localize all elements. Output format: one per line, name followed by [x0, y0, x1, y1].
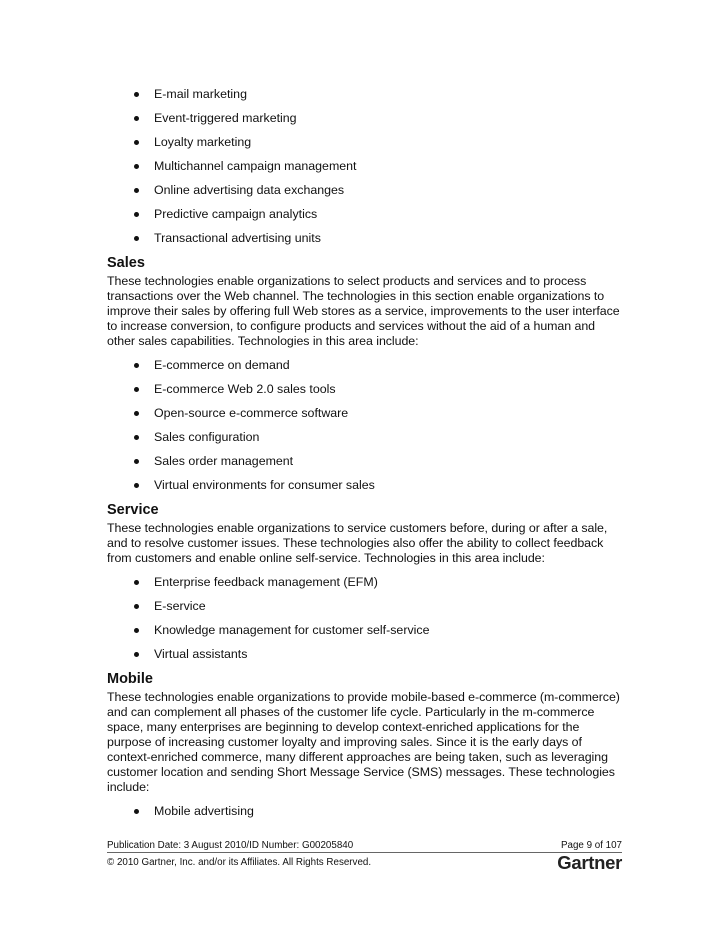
list-item-text: E-commerce Web 2.0 sales tools — [154, 382, 336, 396]
bullet-icon — [134, 604, 139, 609]
page-content — [107, 86, 622, 827]
list-item-text: Online advertising data exchanges — [154, 183, 345, 197]
footer-copyright-row — [107, 852, 622, 873]
list-item-text: Mobile advertising — [154, 804, 254, 818]
list-item-text: Sales order management — [154, 454, 294, 468]
bullet-icon — [134, 411, 139, 416]
publication-info: Publication Date: 3 August 2010/ID Number: G00205840 — [107, 840, 354, 851]
list-item-text: Virtual assistants — [154, 647, 248, 661]
list-item — [107, 803, 622, 827]
mobile-bullet-list — [107, 803, 622, 827]
bullet-icon — [134, 164, 139, 169]
list-item — [107, 598, 622, 622]
list-item — [107, 158, 622, 182]
copyright-notice: © 2010 Gartner, Inc. and/or its Affiliates. All Rights Reserved. — [107, 857, 372, 868]
list-item — [107, 477, 622, 501]
bullet-icon — [134, 483, 139, 488]
bullet-icon — [134, 459, 139, 464]
page-number: Page 9 of 107 — [560, 840, 622, 851]
service-bullet-list — [107, 574, 622, 670]
sales-paragraph: These technologies enable organizations to select products and services and to process transactions over the Web channel. The technologies in this section enable organizations to improve their sales by offering full Web stores as a service, improvements to the user interface to increase conversion, to configure products and services without the aid of a human and other sales capabilities. Technologies in this area include: — [107, 274, 620, 348]
list-item-text: E-service — [154, 599, 206, 613]
list-item — [107, 230, 622, 254]
bullet-icon — [134, 212, 139, 217]
list-item-text: Knowledge management for customer self-service — [154, 623, 430, 637]
bullet-icon — [134, 387, 139, 392]
bullet-icon — [134, 363, 139, 368]
sales-heading: Sales — [107, 255, 145, 271]
list-item — [107, 574, 622, 598]
bullet-icon — [134, 140, 139, 145]
sales-bullet-list — [107, 357, 622, 501]
list-item-text: Sales configuration — [154, 430, 260, 444]
list-item — [107, 622, 622, 646]
bullet-icon — [134, 652, 139, 657]
list-item — [107, 134, 622, 158]
list-item-text: Transactional advertising units — [154, 231, 321, 245]
bullet-icon — [134, 92, 139, 97]
list-item — [107, 206, 622, 230]
footer-divider — [107, 852, 622, 853]
service-paragraph: These technologies enable organizations to service customers before, during or after a sale, and to resolve customer issues. These technologies also offer the ability to collect feedback from customers and enable online self-service. Technologies in this area include: — [107, 521, 608, 565]
list-item — [107, 429, 622, 453]
list-item — [107, 86, 622, 110]
service-heading: Service — [107, 502, 159, 518]
mobile-heading: Mobile — [107, 671, 153, 687]
list-item — [107, 110, 622, 134]
list-item-text: E-commerce on demand — [154, 358, 290, 372]
list-item-text: Multichannel campaign management — [154, 159, 357, 173]
list-item-text: Enterprise feedback management (EFM) — [154, 575, 378, 589]
list-item-text: Event-triggered marketing — [154, 111, 297, 125]
list-item-text: Loyalty marketing — [154, 135, 252, 149]
list-item — [107, 381, 622, 405]
list-item-text: Predictive campaign analytics — [154, 207, 318, 221]
list-item — [107, 405, 622, 429]
gartner-logo: Gartner — [557, 852, 622, 873]
list-item-text: Virtual environments for consumer sales — [154, 478, 375, 492]
bullet-icon — [134, 628, 139, 633]
bullet-icon — [134, 188, 139, 193]
intro-bullet-list — [107, 86, 622, 254]
bullet-icon — [134, 116, 139, 121]
list-item — [107, 357, 622, 381]
bullet-icon — [134, 809, 139, 814]
list-item — [107, 646, 622, 670]
bullet-icon — [134, 580, 139, 585]
list-item-text: Open-source e-commerce software — [154, 406, 349, 420]
list-item — [107, 182, 622, 206]
bullet-icon — [134, 435, 139, 440]
mobile-paragraph: These technologies enable organizations to provide mobile-based e-commerce (m-commerce) and can complement all phases of the customer life cycle. Particularly in the m-commerce space, many enterprises are beginning to develop context-enriched applications for the purpose of increasing customer loyalty and improving sales. Since it is the early days of context-enriched commerce, many different approaches are being taken, such as leveraging customer location and sending Short Message Service (SMS) messages. These technologies include: — [107, 690, 620, 794]
list-item-text: E-mail marketing — [154, 87, 247, 101]
list-item — [107, 453, 622, 477]
bullet-icon — [134, 236, 139, 241]
